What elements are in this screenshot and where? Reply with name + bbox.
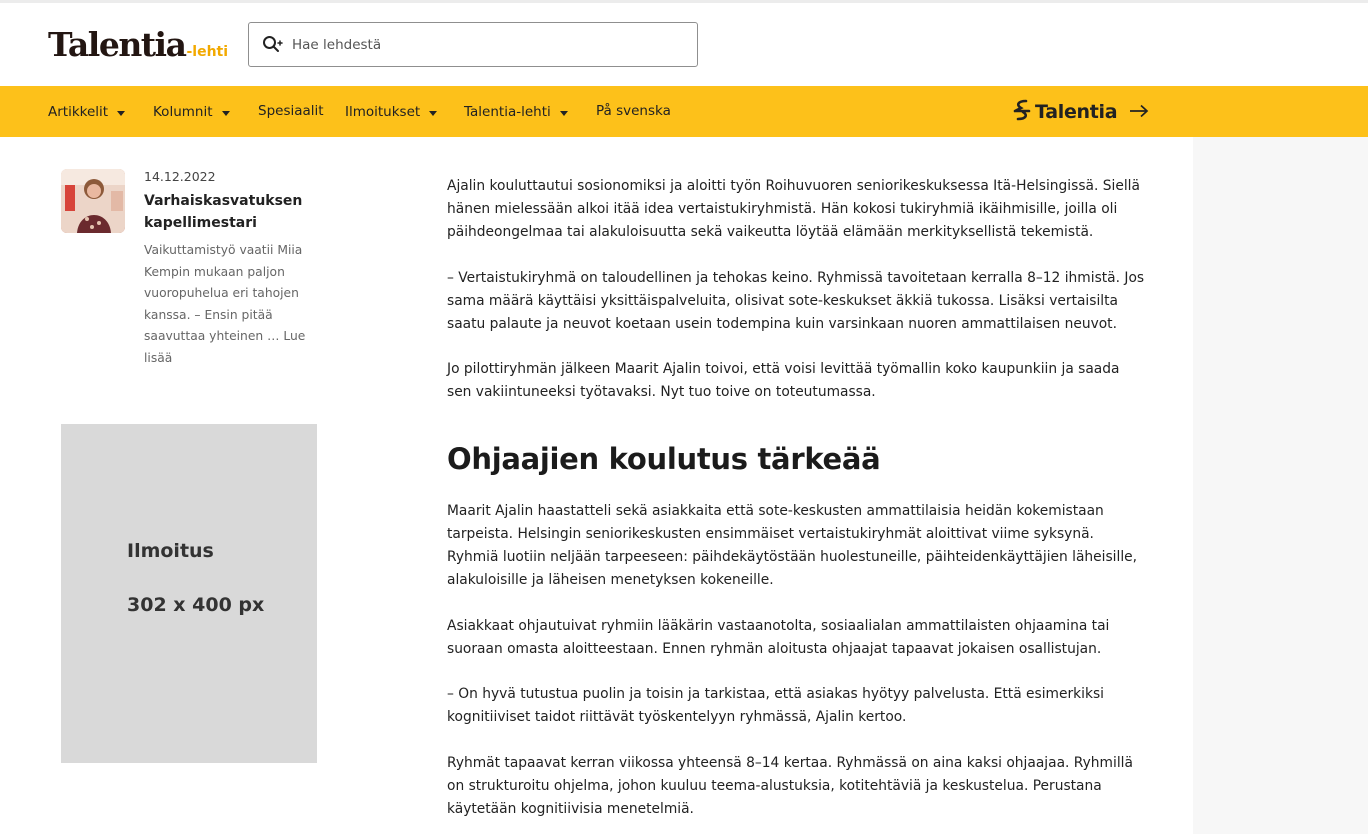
chevron-down-icon xyxy=(560,111,568,116)
talentia-brand-link[interactable] xyxy=(1012,98,1149,126)
site-logo[interactable] xyxy=(48,25,228,64)
nav-item-pa-svenska[interactable] xyxy=(596,103,671,119)
nav-item-label: Ilmoitukset xyxy=(345,104,421,120)
nav-item-talentia-lehti[interactable] xyxy=(464,104,568,120)
article-paragraph: Ajalin kouluttautui sosionomiksi ja aloitti työn Roihuvuoren seniorikeskuksessa Itä-Helsingissä. Siellä hänen mielessään alkoi itää idea vertaistukiryhmistä. Hän kokosi tukiryhmiä ikäihmisille, joilla oli päihdeongelmaa tai alakuloisuutta sekä vaikeutta löytää elämään merkityksellistä tekemistä. xyxy=(447,178,1140,240)
nav-item-spesiaalit[interactable] xyxy=(258,103,324,119)
nav-item-label: Spesiaalit xyxy=(258,103,324,119)
chevron-down-icon xyxy=(222,111,230,116)
related-article-excerpt: Vaikuttamistyö vaatii Miia Kempin mukaan paljon vuoropuhelua eri tahojen kanssa. – Ensin pitää saavuttaa yhteinen … Lue lisää xyxy=(144,243,306,365)
nav-item-label: På svenska xyxy=(596,103,671,119)
brand-label: Talentia xyxy=(1035,101,1118,123)
chevron-down-icon xyxy=(117,111,125,116)
search-icon[interactable] xyxy=(261,34,283,56)
logo-wordmark: Talentia xyxy=(48,25,186,64)
article-paragraph: Jo pilottiryhmän jälkeen Maarit Ajalin toivoi, että voisi levittää työmallin koko kaupunkiin ja saada sen vakiintuneeksi työtavaksi. Nyt tuo toive on toteutumassa. xyxy=(447,361,1120,400)
article-paragraph: Ryhmät tapaavat kerran viikossa yhteensä 8–14 kertaa. Ryhmässä on aina kaksi ohjaajaa. Ryhmillä on strukturoitu ohjelma, johon kuuluu teema-alustuksia, kotitehtäviä ja keskustelua. Perustana käytetään kognitiivisia menetelmiä. xyxy=(447,755,1133,817)
article-paragraph: Asiakkaat ohjautuivat ryhmiin lääkärin vastaanotolta, sosiaalialan ammattilaisten ohjaamina tai suoraan omasta aloitteestaan. Ennen ryhmän aloitusta ohjaajat tapaavat jokaisen osallistujan. xyxy=(447,618,1110,657)
nav-item-ilmoitukset[interactable] xyxy=(345,104,437,120)
article-paragraph: – On hyvä tutustua puolin ja toisin ja tarkistaa, että asiakas hyötyy palvelusta. Että esimerkiksi kognitiiviset taidot riittävät työskentelyyn ryhmässä, Ajalin kertoo. xyxy=(447,686,1104,725)
nav-item-label: Kolumnit xyxy=(153,104,213,120)
nav-item-label: Artikkelit xyxy=(48,104,109,120)
site-header xyxy=(0,0,1368,86)
search-input[interactable] xyxy=(292,37,672,53)
nav-item-kolumnit[interactable] xyxy=(153,104,230,120)
ad-label: Ilmoitus xyxy=(127,540,214,562)
related-article-title[interactable]: Varhaiskasvatuksen kapellimestari xyxy=(144,193,303,231)
article-subheading: Ohjaajien koulutus tärkeää xyxy=(447,442,881,476)
talentia-logo-icon xyxy=(1012,98,1032,126)
search-box[interactable] xyxy=(248,22,698,67)
related-article-thumbnail[interactable] xyxy=(61,169,125,233)
logo-suffix: -lehti xyxy=(186,44,229,60)
article-paragraph: Maarit Ajalin haastatteli sekä asiakkaita että sote-keskusten ammattilaisia heidän kokemistaan tarpeista. Helsingin seniorikeskusten ensimmäiset vertaistukiryhmät aloittivat viime syksynä. Ryhmiä luotiin neljään tarpeeseen: päihdekäytöstään huolestuneille, päihteidenkäyttäjien läheisille, alakuloisille ja läheisen menetyksen kokeneille. xyxy=(447,503,1138,588)
nav-item-artikkelit[interactable] xyxy=(48,104,125,120)
ad-size: 302 x 400 px xyxy=(127,594,265,616)
chevron-down-icon xyxy=(429,111,437,116)
arrow-right-icon xyxy=(1129,103,1149,122)
related-article-date: 14.12.2022 xyxy=(144,169,216,184)
nav-item-label: Talentia-lehti xyxy=(464,104,551,120)
article-paragraph: – Vertaistukiryhmä on taloudellinen ja tehokas keino. Ryhmissä tavoitetaan kerralla 8–12 ihmistä. Jos sama määrä käyttäisi yksittäispalveluita, olisivat sote-keskukset äkkiä tukossa. Lisäksi vertaisilta saatu palaute ja neuvot koetaan usein todempina kuin varsinkaan nuoren ammattilaisen neuvot. xyxy=(447,270,1145,332)
